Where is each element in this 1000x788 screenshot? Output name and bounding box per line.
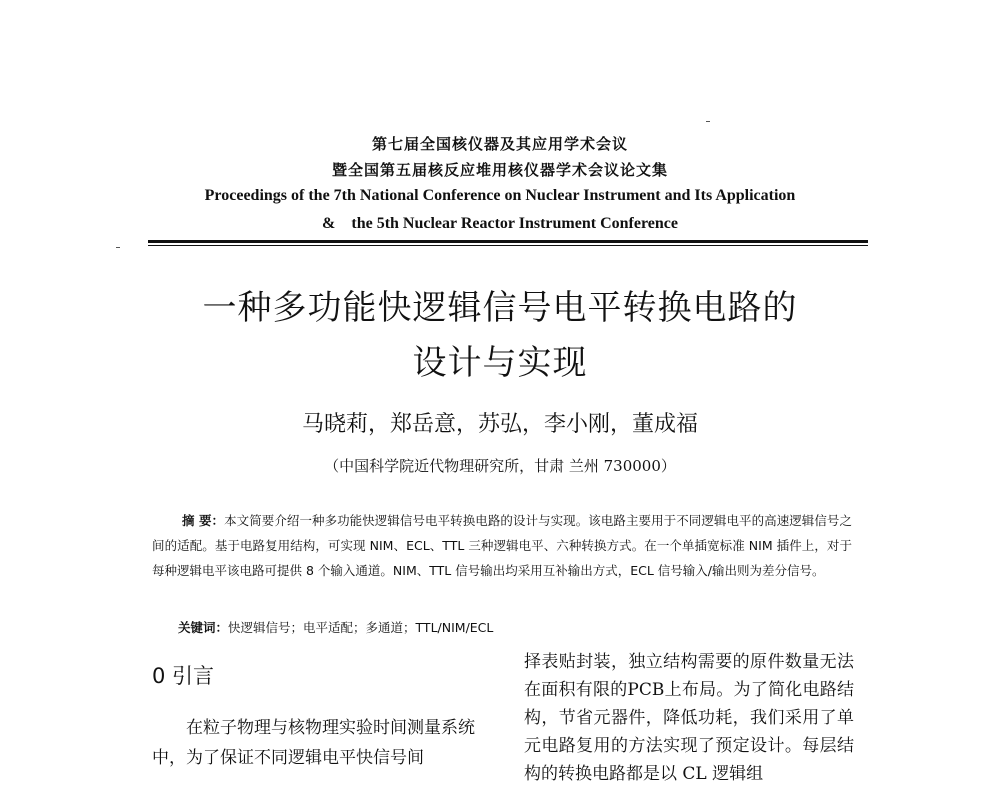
- intro-paragraph-right: 择表贴封装，独立结构需要的原件数量无法在面积有限的PCB上布局。为了简化电路结构，节省元器件，降低功耗，我们采用了单元电路复用的方法实现了预定设计。每层结构的转换电路都是以 CL 逻辑组: [524, 652, 854, 784]
- header-rule-thick: [148, 240, 868, 243]
- keywords-text: 快逻辑信号；电平适配；多通道；TTL/NIM/ECL: [228, 620, 494, 635]
- abstract-text: 本文简要介绍一种多功能快逻辑信号电平转换电路的设计与实现。该电路主要用于不同逻辑电平的高速逻辑信号之间的适配。基于电路复用结构，可实现 NIM、ECL、TTL 三种逻辑电平、六种转换方式。在一个单插宽标准 NIM 插件上，对于每种逻辑电平该电路可提供 8 个输入通道。NIM、TTL 信号输出均采用互补输出方式，ECL 信号输入/输出则为差分信号。: [152, 513, 852, 578]
- conference-subtitle-en: & the 5th Nuclear Reactor Instrument Conference: [322, 215, 678, 232]
- header-rule-thin: [148, 245, 868, 246]
- abstract: [152, 508, 852, 583]
- paper-title-line2: 设计与实现: [412, 343, 588, 383]
- keywords-label: 关键词：: [178, 620, 229, 635]
- scan-speck: [706, 121, 710, 122]
- conference-title-en: Proceedings of the 7th National Conference on Nuclear Instrument and Its Application: [204, 187, 796, 204]
- affiliation: （中国科学院近代物理研究所，甘肃 兰州 730000）: [324, 457, 676, 475]
- authors: 马晓莉，郑岳意，苏弘，李小刚，董成福: [301, 412, 698, 437]
- conference-subtitle-cn: 暨全国第五届核反应堆用核仪器学术会议论文集: [331, 161, 668, 179]
- keywords: [178, 618, 493, 636]
- paper-title-line1: 一种多功能快逻辑信号电平转换电路的: [202, 288, 798, 328]
- section-heading: 0 引言: [152, 664, 215, 688]
- abstract-label: 摘 要：: [182, 513, 225, 528]
- scan-speck: [116, 247, 120, 248]
- conference-title-cn: 第七届全国核仪器及其应用学术会议: [371, 135, 628, 153]
- intro-paragraph-left: 在粒子物理与核物理实验时间测量系统中，为了保证不同逻辑电平快信号间: [152, 718, 475, 768]
